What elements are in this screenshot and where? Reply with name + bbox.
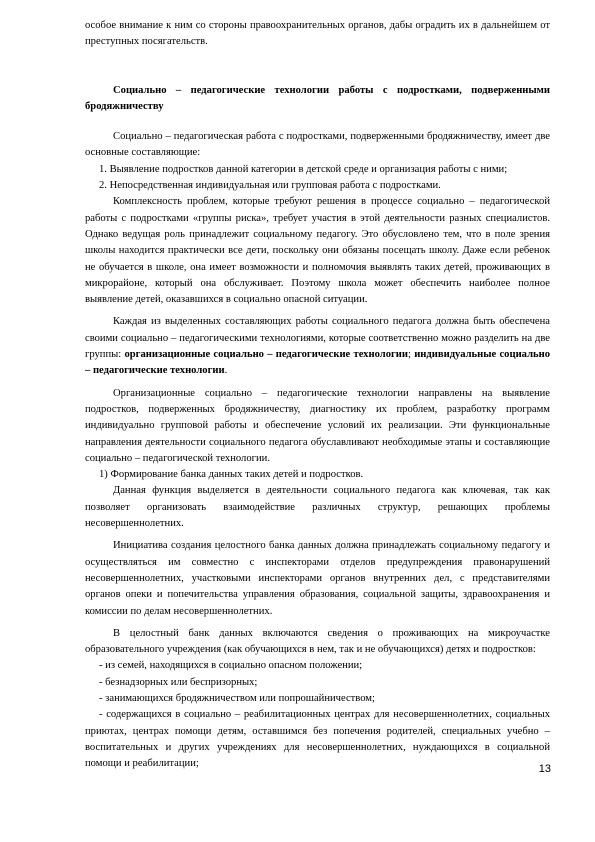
bold-term-individual: индивидуальные социально – педагогические технологии (85, 349, 551, 377)
dash-item-1: - из семей, находящихся в социально опасном положении; (99, 660, 363, 672)
paragraph-components-start: Каждая из выделенных составляющих работы социального педагога должна быть обеспечена своими социально – педагогическими технологиями, которые соответственно можно разделить на две группы: (85, 316, 550, 361)
paragraph-components (85, 314, 550, 379)
page-number: 13 (538, 763, 551, 775)
paragraph-end: . (224, 365, 228, 377)
paragraph-continuation: особое внимание к ним со стороны правоохранительных органов, дабы оградить их в дальнейшем от преступных посягательств. (85, 20, 550, 48)
dash-item-4: - содержащихся в социально – реабилитационных центрах для несовершеннолетних, социальных приютах, центрах помощи детям, оставшимся без попечения родителей, специальных учебно – воспитательных и других учреждениях для несовершеннолетних, нуждающихся в социальной помощи и реабилитации; (85, 709, 550, 770)
dash-item-3: - занимающихся бродяжничеством или попрошайничеством; (99, 692, 375, 704)
paragraph-key-function: Данная функция выделяется в деятельности социального педагога как ключевая, так как позволяет организовать взаимодействие различных структур, решающих проблемы несовершеннолетних. (85, 485, 550, 530)
bold-term-organizational: организационные социально – педагогические технологии (124, 349, 409, 361)
dash-item-2: - безнадзорных или беспризорных; (99, 676, 258, 688)
paragraph-organizational: Организационные социально – педагогические технологии направлены на выявление подростков, подверженных бродяжничеству, диагностику их проблем, разработку программ индивидуально групповой работы и обеспечение условий их реализации. Эти функциональные направления деятельности социального педагога обуславливают необходимые этапы и составляющие социально – педагогической технологии. (85, 387, 550, 464)
paragraph-initiative: Инициатива создания целостного банка данных должна принадлежать социальному педагогу и осуществляться им совместно с инспекторами отделов предупреждения правонарушений несовершеннолетних, участковыми инспекторами органов внутренних дел, с представителями органов опеки и попечительства управления образования, социальной защиты, здравоохранения и комиссии по делам несовершеннолетних. (85, 540, 550, 617)
paragraph-complexity: Комплексность проблем, которые требуют решения в процессе социально – педагогической работы с подростками «группы риска», требует участия в этой деятельности разных специалистов. Однако ведущая роль принадлежит социальному педагогу. Это обусловлено тем, что в поле зрения школы находится практически все дети, поскольку они обязаны посещать школу. Даже если ребенок не обучается в школе, она имеет возможности и полномочия выявлять таких детей, проживающих в микрорайоне, который она обслуживает. Поэтому школа может обеспечить наиболее полное выявление детей, оказавшихся в социально опасной ситуации. (85, 196, 550, 306)
section-heading: Социально – педагогические технологии работы с подростками, подверженными бродяжничеству (85, 84, 550, 112)
separator: ; (408, 349, 415, 361)
paragraph-intro: Социально – педагогическая работа с подростками, подверженными бродяжничеству, имеет две основные составляющие: (85, 131, 550, 159)
numbered-item-1: 1. Выявление подростков данной категории в детской среде и организация работы с ними; (99, 163, 508, 175)
numbered-item-databank: 1) Формирование банка данных таких детей и подростков. (99, 469, 364, 481)
numbered-item-2: 2. Непосредственная индивидуальная или групповая работа с подростками. (99, 180, 441, 192)
paragraph-databank-contents: В целостный банк данных включаются сведения о проживающих на микроучастке образовательного учреждения (как обучающихся в нем, так и не обучающихся) детях и подростков: (85, 627, 550, 656)
document-page (85, 18, 550, 772)
